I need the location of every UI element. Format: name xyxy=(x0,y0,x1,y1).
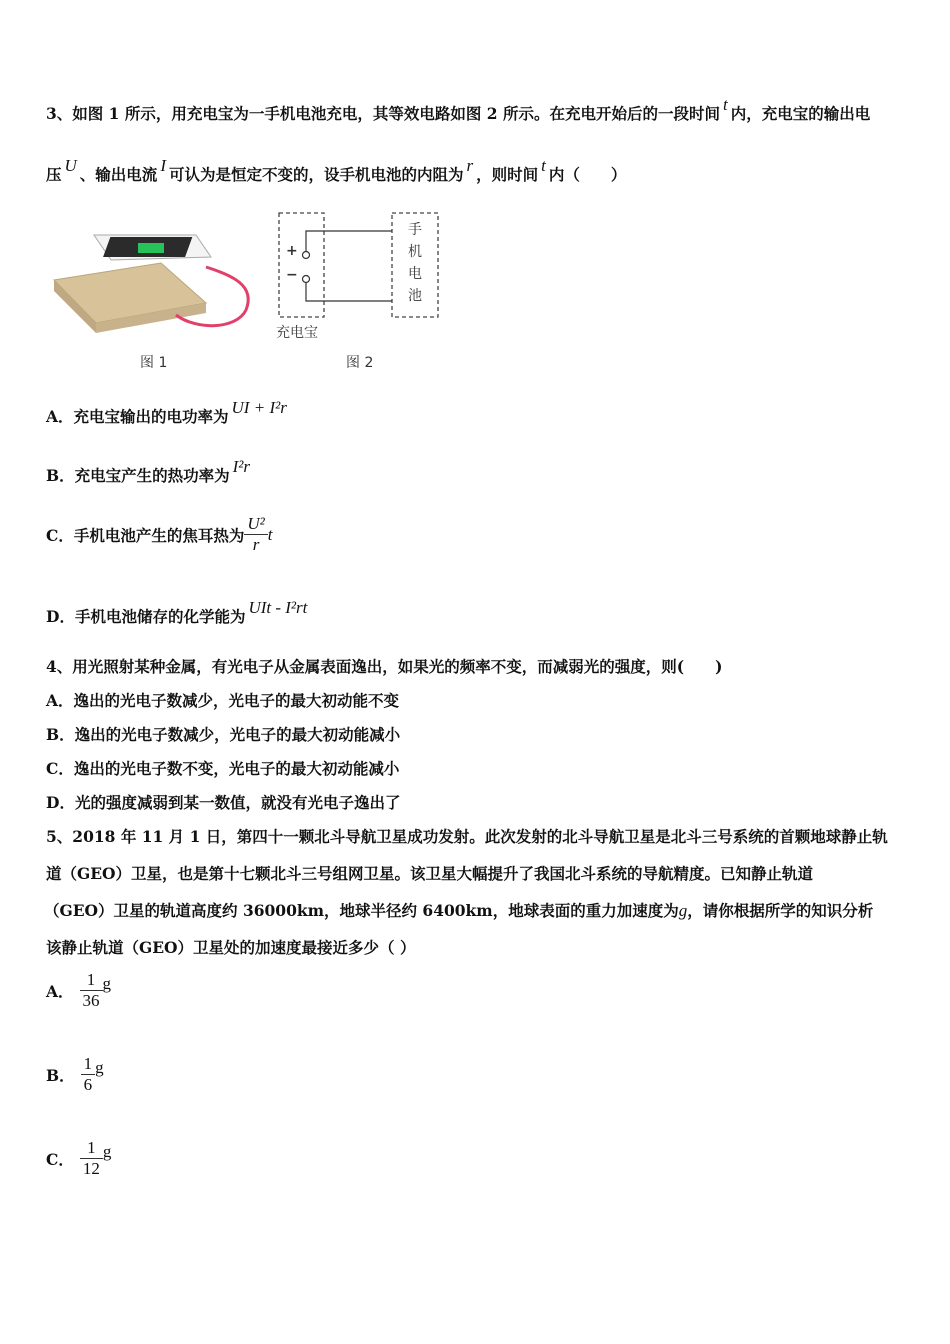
q5-option-a xyxy=(46,970,111,1012)
option-c-fraction xyxy=(244,514,267,556)
phone-label-char: 机 xyxy=(408,244,422,260)
fraction-numerator: U² xyxy=(244,514,267,535)
q5-stem-text: （GEO）卫星的轨道高度约 36000km，地球半径约 6400km，地球表面的重力加速度为 xyxy=(44,901,679,920)
q5-stem-line2: 道（GEO）卫星，也是第十七颗北斗三号组网卫星。该卫星大幅提升了我国北斗系统的导航精度。已知静止轨道 xyxy=(46,864,814,883)
option-label: A． xyxy=(46,981,74,1001)
fraction-numerator: 1 xyxy=(80,970,103,991)
phone-label-char: 池 xyxy=(408,288,422,304)
wire-top xyxy=(306,231,392,252)
var-U: U xyxy=(64,156,77,175)
unit-g: g xyxy=(102,1141,112,1161)
option-b-text: B．充电宝产生的热功率为 xyxy=(46,466,230,485)
fraction-denominator: 6 xyxy=(83,1075,93,1095)
q4-option-b: B．逸出的光电子数减少，光电子的最大初动能减小 xyxy=(46,725,401,744)
q4-stem: 4、用光照射某种金属，有光电子从金属表面逸出，如果光的频率不变，而减弱光的强度，则( ) xyxy=(46,657,723,676)
minus-terminal xyxy=(303,276,310,283)
fraction-numerator: 1 xyxy=(80,1138,103,1159)
q5-option-c-fraction xyxy=(80,1138,103,1180)
q3-stem-text: ，则时间 xyxy=(476,165,539,184)
fraction-denominator: 12 xyxy=(82,1159,100,1179)
unit-g: g xyxy=(95,1057,104,1077)
var-g: g xyxy=(678,901,688,920)
q3-figure xyxy=(46,205,466,380)
powerbank-phone-illustration xyxy=(46,205,466,380)
option-a-expr: UI + I²r xyxy=(231,398,287,417)
fraction-denominator: r xyxy=(252,535,260,555)
option-d-expr: UIt - I²rt xyxy=(248,598,308,617)
q5-stem-line3 xyxy=(44,899,873,921)
fraction-numerator: 1 xyxy=(81,1054,96,1075)
q3-stem-text: 内（ ） xyxy=(548,165,627,184)
fig1-caption: 图 1 xyxy=(140,355,168,371)
fig2-caption: 图 2 xyxy=(346,355,374,371)
option-label: C． xyxy=(46,1149,74,1169)
q3-option-c xyxy=(46,514,272,556)
charger-label: 充电宝 xyxy=(276,325,318,341)
q3-stem-text: 压 xyxy=(46,165,62,184)
q3-stem-text: 3、如图 1 所示，用充电宝为一手机电池充电，其等效电路如图 2 所示。在充电开始后的一段时间 xyxy=(46,104,720,123)
var-t: t xyxy=(722,95,728,114)
phone-label-char: 电 xyxy=(408,266,422,282)
q3-option-b xyxy=(46,457,253,486)
fraction-denominator: 36 xyxy=(82,991,100,1011)
q3-stem-line1 xyxy=(46,95,871,124)
option-c-tail: t xyxy=(267,524,273,544)
option-c-text: C．手机电池产生的焦耳热为 xyxy=(46,525,245,545)
wire-bottom xyxy=(306,282,392,301)
minus-label: − xyxy=(286,267,298,283)
q4-option-d: D．光的强度减弱到某一数值，就没有光电子逸出了 xyxy=(46,793,401,812)
q5-stem-line4: 该静止轨道（GEO）卫星处的加速度最接近多少（ ） xyxy=(46,938,416,957)
q5-option-a-fraction xyxy=(80,970,103,1012)
q5-stem-text: ，请你根据所学的知识分析 xyxy=(687,901,874,920)
var-r: r xyxy=(466,156,474,175)
q5-option-b-fraction xyxy=(81,1054,96,1096)
power-bank-image xyxy=(54,263,206,333)
q5-option-c xyxy=(46,1138,111,1180)
phone-image xyxy=(94,235,211,260)
unit-g: g xyxy=(102,973,112,993)
q4-option-a: A．逸出的光电子数减少，光电子的最大初动能不变 xyxy=(46,691,400,710)
option-a-text: A．充电宝输出的电功率为 xyxy=(46,407,229,426)
q3-stem-text: 可认为是恒定不变的，设手机电池的内阻为 xyxy=(168,165,464,184)
var-I: I xyxy=(160,156,166,175)
q3-option-a xyxy=(46,398,290,427)
plus-terminal xyxy=(303,252,310,259)
q5-option-b xyxy=(46,1054,104,1096)
q3-stem-text: 、输出电流 xyxy=(79,165,158,184)
q3-option-d xyxy=(46,598,310,627)
var-t: t xyxy=(541,156,546,175)
q4-option-c: C．逸出的光电子数不变，光电子的最大初动能减小 xyxy=(46,759,400,778)
option-label: B． xyxy=(46,1065,75,1085)
q3-stem-line2 xyxy=(46,156,627,185)
option-d-text: D．手机电池储存的化学能为 xyxy=(46,607,246,626)
phone-battery-label xyxy=(407,219,423,307)
plus-label: + xyxy=(286,243,298,259)
phone-label-char: 手 xyxy=(408,222,422,238)
q5-stem-line1: 5、2018 年 11 月 1 日，第四十一颗北斗导航卫星成功发射。此次发射的北斗导航卫星是北斗三号系统的首颗地球静止轨 xyxy=(46,827,888,846)
option-b-expr: I²r xyxy=(232,457,250,476)
q3-stem-text: 内，充电宝的输出电 xyxy=(730,104,871,123)
